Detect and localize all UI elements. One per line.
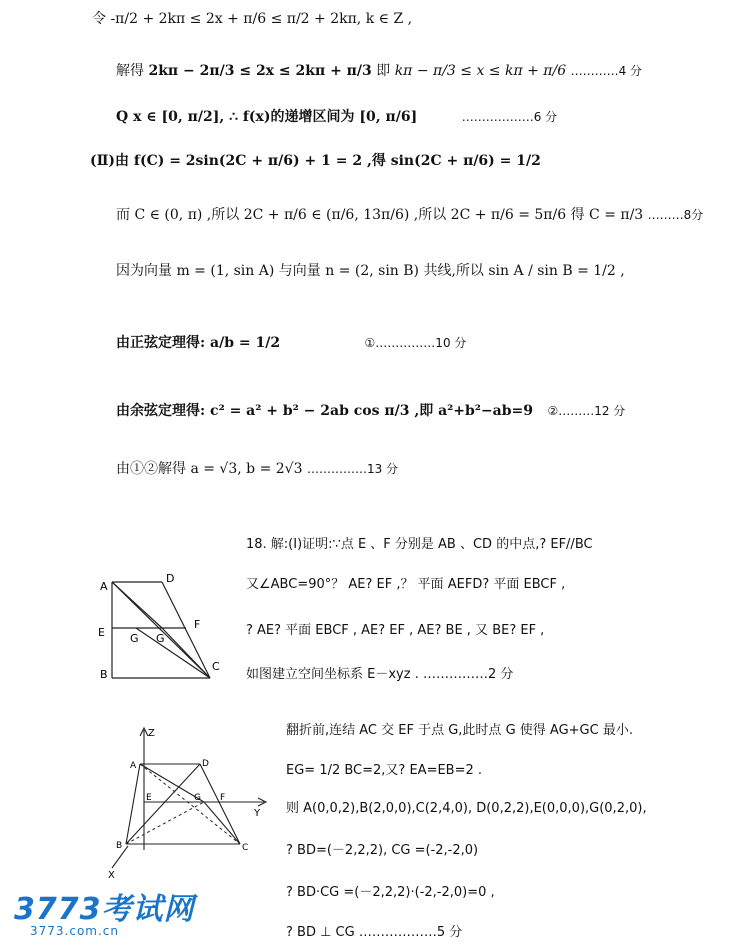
watermark-url: 3773.com.cn xyxy=(30,924,119,938)
fig2-label-F: F xyxy=(220,793,226,803)
q18-line8: ? BD=(－2,2,2), CG =(-2,-2,0) xyxy=(286,843,479,858)
figure-trapezoid xyxy=(92,570,232,690)
fig2-label-E: E xyxy=(146,793,152,803)
part2-line3: 因为向量 m = (1, sin A) 与向量 n = (2, sin B) 共线,所以 sin A / sin B = 1/2 , xyxy=(116,263,625,279)
q18-line4: 如图建立空间坐标系 E－xyz . ……………2 分 xyxy=(246,667,514,682)
fig1-label-C: C xyxy=(212,660,220,673)
part1-line3: Q x ∈ [0, π/2], ∴ f(x)的递增区间为 [0, π/6] ………………6 分 xyxy=(116,109,558,125)
watermark-logo: 3773考试网 xyxy=(14,892,195,927)
q18-line2: 又∠ABC=90°？ AE? EF ,？ 平面 AEFD? 平面 EBCF , xyxy=(246,577,566,592)
q18-line5: 翻折前,连结 AC 交 EF 于点 G,此时点 G 使得 AG+GC 最小. xyxy=(286,723,633,738)
part1-line2: 解得 2kπ − 2π/3 ≤ 2x ≤ 2kπ + π/3 即 kπ − π/3 ≤ x ≤ kπ + π/6 …………4 分 xyxy=(116,63,643,79)
watermark xyxy=(14,884,195,938)
q18-line1: 18. 解:(Ⅰ)证明:∵点 E 、F 分别是 AB 、CD 的中点,? EF//BC xyxy=(246,537,593,552)
fig2-label-Z: Z xyxy=(148,728,155,739)
fig1-label-A: A xyxy=(100,580,108,593)
fig2-label-B: B xyxy=(116,841,123,851)
q18-line6: EG= 1/2 BC=2,又? EA=EB=2 . xyxy=(286,763,483,778)
part2-line6: 由①②解得 a = √3, b = 2√3 ……………13 分 xyxy=(116,461,399,477)
fig1-label-F: F xyxy=(194,618,201,631)
fig2-label-Y: Y xyxy=(254,808,261,819)
fig2-label-D: D xyxy=(202,759,209,769)
fig1-label-G2: G xyxy=(156,632,165,645)
fig2-label-C: C xyxy=(242,843,249,853)
fig1-label-E: E xyxy=(98,626,105,639)
q18-line3: ? AE? 平面 EBCF , AE? EF , AE? BE , 又 BE? EF , xyxy=(246,623,545,638)
q18-line10: ? BD ⊥ CG ………………5 分 xyxy=(286,925,463,940)
fig2-label-X: X xyxy=(108,870,115,880)
q18-line7: 则 A(0,0,2),B(2,0,0),C(2,4,0), D(0,2,2),E(0,0,0),G(0,2,0), xyxy=(286,801,647,816)
part2-line4: 由正弦定理得: a/b = 1/2 ①……………10 分 xyxy=(116,335,467,351)
part2-line1: (Ⅱ)由 f(C) = 2sin(2C + π/6) + 1 = 2 ,得 sin(2C + π/6) = 1/2 xyxy=(90,153,541,169)
part1-line1: 令 -π/2 + 2kπ ≤ 2x + π/6 ≤ π/2 + 2kπ, k ∈ Z , xyxy=(92,11,413,27)
part2-line5: 由余弦定理得: c² = a² + b² − 2ab cos π/3 ,即 a²+b²−ab=9 ②………12 分 xyxy=(116,403,626,419)
fig1-label-D: D xyxy=(166,572,175,585)
part2-line2: 而 C ∈ (0, π) ,所以 2C + π/6 ∈ (π/6, 13π/6) ,所以 2C + π/6 = 5π/6 得 C = π/3 ………8分 xyxy=(116,207,704,223)
fig1-label-G1: G xyxy=(130,632,139,645)
q18-line9: ? BD·CG =(－2,2,2)·(-2,-2,0)=0 , xyxy=(286,885,495,900)
fig2-label-A: A xyxy=(130,761,137,771)
figure-3d xyxy=(104,720,274,880)
fig1-label-B: B xyxy=(100,668,108,681)
fig2-label-G: G xyxy=(194,793,201,803)
